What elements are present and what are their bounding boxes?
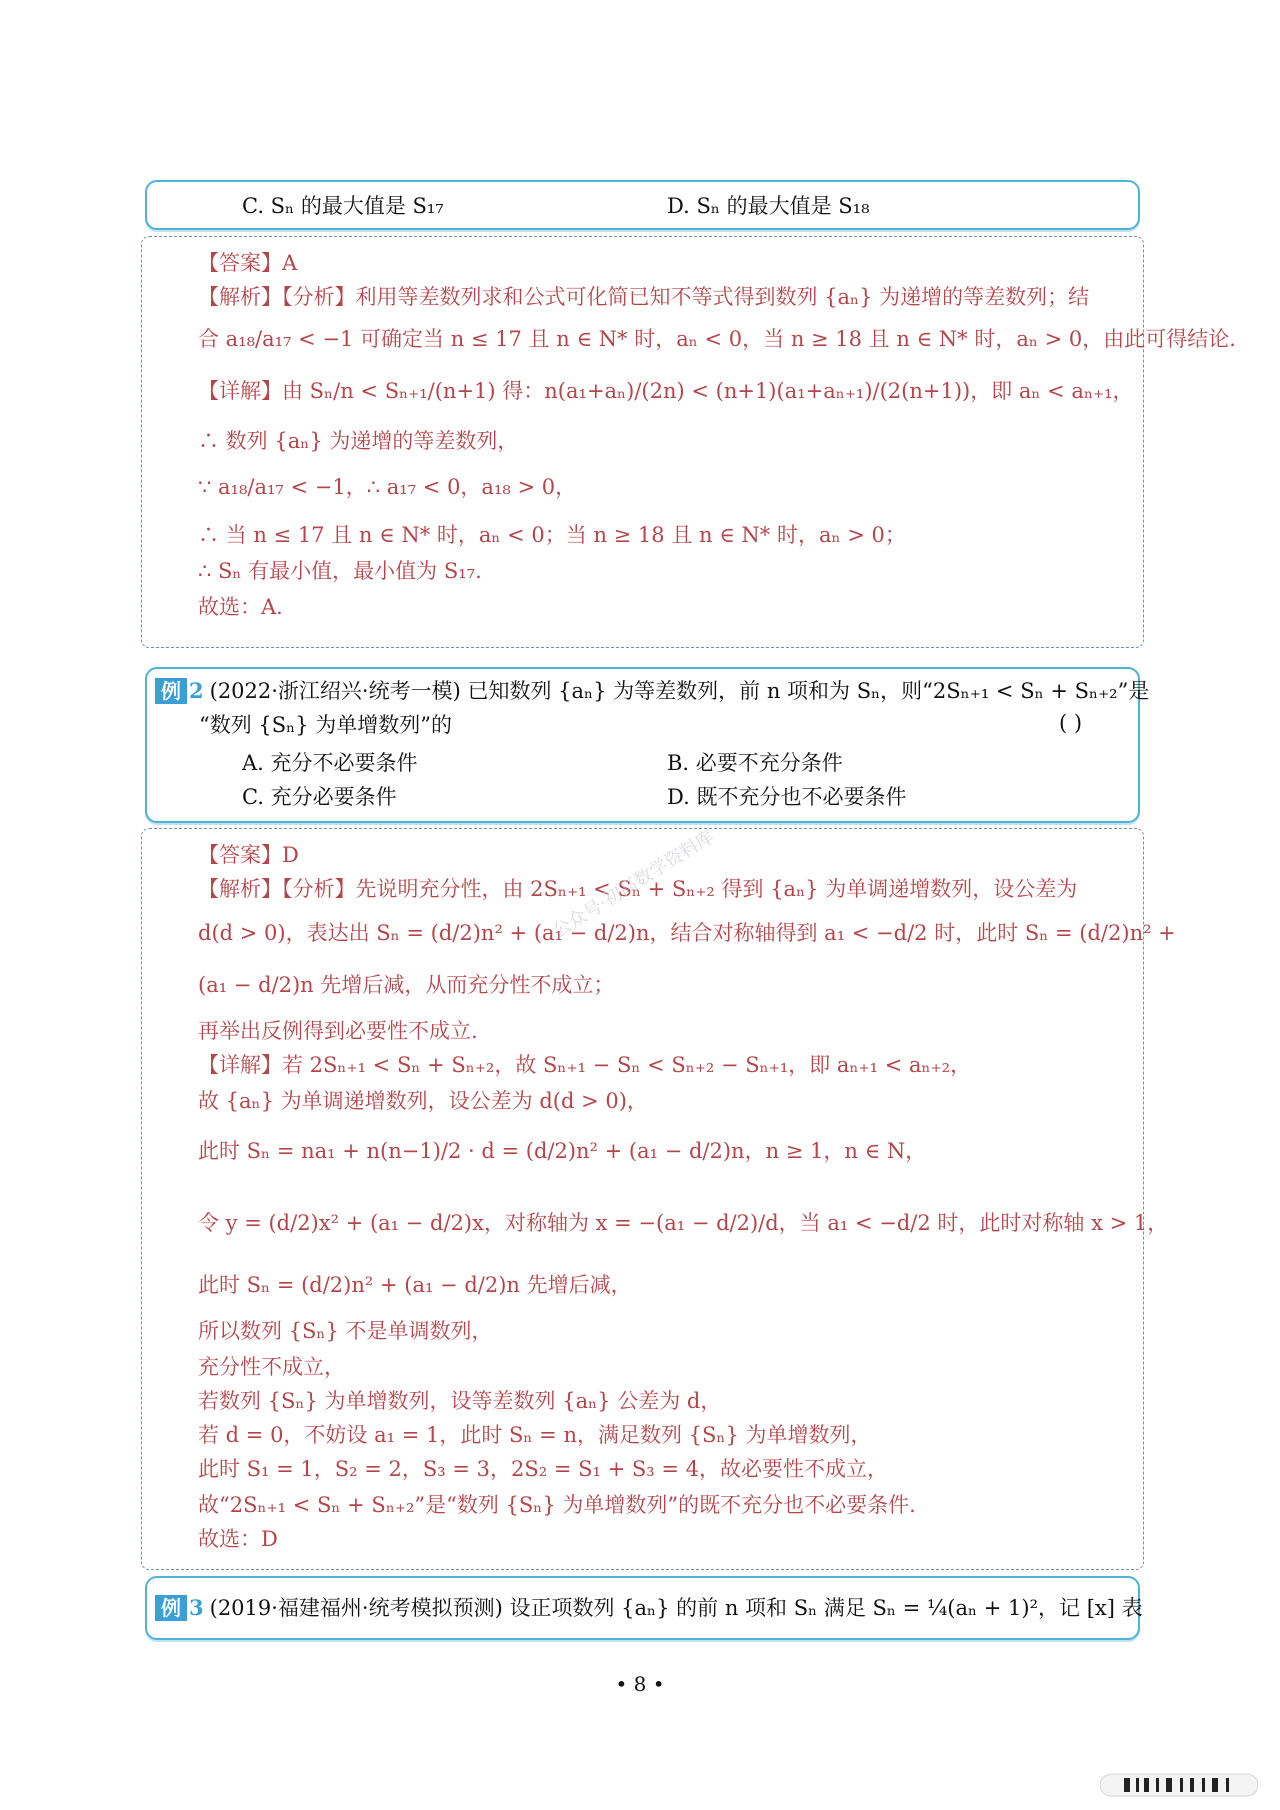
detail-line: ∴ 当 n ≤ 17 且 n ∈ N* 时，aₙ < 0；当 n ≥ 18 且 n ∈ N* 时，aₙ > 0； <box>198 523 906 547</box>
question-stem-text: (2022·浙江绍兴·统考一模) 已知数列 {aₙ} 为等差数列，前 n 项和为 Sₙ，则“2Sₙ₊₁ < Sₙ + Sₙ₊₂”是 <box>209 679 1150 703</box>
example-3-question-box <box>145 1576 1143 1640</box>
barcode-icon <box>1100 1772 1258 1798</box>
question-stem-text: (2019·福建福州·统考模拟预测) 设正项数列 {aₙ} 的前 n 项和 Sₙ 满足 Sₙ = ¼(aₙ + 1)²，记 [x] 表 <box>209 1596 1143 1620</box>
question-stem-cont: “数列 {Sₙ} 为单增数列”的 <box>199 713 453 737</box>
detail-line: 若 d = 0，不妨设 a₁ = 1，此时 Sₙ = n，满足数列 {Sₙ} 为单增数列， <box>198 1423 872 1447</box>
analysis-line: (a₁ − d/2)n 先增后减，从而充分性不成立； <box>198 973 615 997</box>
answer-paren: ( ) <box>1059 711 1083 735</box>
watermark: 公众号·初高数学资料库 <box>549 826 718 943</box>
detail-line: 故选：D <box>198 1527 278 1551</box>
answer-1-box <box>141 236 1236 648</box>
option-d: D. 既不充分也不必要条件 <box>667 785 907 809</box>
detail-line: ∴ Sₙ 有最小值，最小值为 S₁₇. <box>198 559 482 583</box>
detail-line: 所以数列 {Sₙ} 不是单调数列， <box>198 1319 493 1343</box>
detail-line: ∴ 数列 {aₙ} 为递增的等差数列， <box>198 429 519 453</box>
example-number: 3 <box>189 1595 204 1620</box>
detail-line: 若数列 {Sₙ} 为单增数列，设等差数列 {aₙ} 公差为 d， <box>198 1389 722 1413</box>
detail-line: 故选：A. <box>198 595 283 619</box>
question-stem <box>155 677 1149 705</box>
option-a: A. 充分不必要条件 <box>242 751 418 775</box>
analysis-line: 再举出反例得到必要性不成立. <box>198 1019 478 1043</box>
page-number: • 8 • <box>615 1672 665 1696</box>
detail-line: 令 y = (d/2)x² + (a₁ − d/2)x，对称轴为 x = −(a₁ − d/2)/d，当 a₁ < −d/2 时，此时对称轴 x > 1， <box>198 1211 1169 1235</box>
option-b: B. 必要不充分条件 <box>667 751 843 775</box>
detail-line: 【详解】由 Sₙ/n < Sₙ₊₁/(n+1) 得：n(a₁+aₙ)/(2n) < (n+1)(a₁+aₙ₊₁)/(2(n+1))，即 aₙ < aₙ₊₁， <box>198 379 1134 403</box>
option-c: C. Sₙ 的最大值是 S₁₇ <box>242 194 444 218</box>
detail-line: 故“2Sₙ₊₁ < Sₙ + Sₙ₊₂”是“数列 {Sₙ} 为单增数列”的既不充分也不必要条件. <box>198 1493 916 1517</box>
answer-2-box <box>141 828 1176 1570</box>
option-c: C. 充分必要条件 <box>242 785 397 809</box>
question-1-options-box <box>145 180 1140 230</box>
analysis-line: 【解析】【分析】利用等差数列求和公式可化简已知不等式得到数列 {aₙ} 为递增的等差数列；结 <box>198 285 1090 309</box>
question-stem <box>155 1594 1143 1622</box>
example-2-question-box <box>145 667 1150 823</box>
analysis-line: 【解析】【分析】先说明充分性，由 2Sₙ₊₁ < Sₙ + Sₙ₊₂ 得到 {aₙ} 为单调递增数列，设公差为 <box>198 877 1078 901</box>
detail-line: 【详解】若 2Sₙ₊₁ < Sₙ + Sₙ₊₂，故 Sₙ₊₁ − Sₙ < Sₙ₊₂ − Sₙ₊₁，即 aₙ₊₁ < aₙ₊₂， <box>198 1053 972 1077</box>
detail-line: 此时 Sₙ = na₁ + n(n−1)/2 · d = (d/2)n² + (a₁ − d/2)n，n ≥ 1，n ∈ N， <box>198 1139 927 1163</box>
analysis-line: 合 a₁₈/a₁₇ < −1 可确定当 n ≤ 17 且 n ∈ N* 时，aₙ < 0，当 n ≥ 18 且 n ∈ N* 时，aₙ > 0，由此可得结论. <box>198 327 1236 351</box>
detail-line: 此时 S₁ = 1，S₂ = 2，S₃ = 3，2S₂ = S₁ + S₃ = 4，故必要性不成立， <box>198 1457 888 1481</box>
detail-line: 此时 Sₙ = (d/2)n² + (a₁ − d/2)n 先增后减， <box>198 1273 632 1297</box>
detail-line: 故 {aₙ} 为单调递增数列，设公差为 d(d > 0)， <box>198 1089 648 1113</box>
answer-line: 【答案】A <box>198 251 298 275</box>
detail-line: 充分性不成立， <box>198 1355 345 1379</box>
example-number: 2 <box>189 678 204 703</box>
analysis-line: d(d > 0)，表达出 Sₙ = (d/2)n² + (a₁ − d/2)n，结合对称轴得到 a₁ < −d/2 时，此时 Sₙ = (d/2)n² + <box>198 921 1176 945</box>
option-d: D. Sₙ 的最大值是 S₁₈ <box>667 194 870 218</box>
answer-line: 【答案】D <box>198 843 299 867</box>
example-label: 例 <box>155 1595 187 1621</box>
detail-line: ∵ a₁₈/a₁₇ < −1，∴ a₁₇ < 0，a₁₈ > 0， <box>198 475 577 499</box>
example-label: 例 <box>155 678 187 704</box>
